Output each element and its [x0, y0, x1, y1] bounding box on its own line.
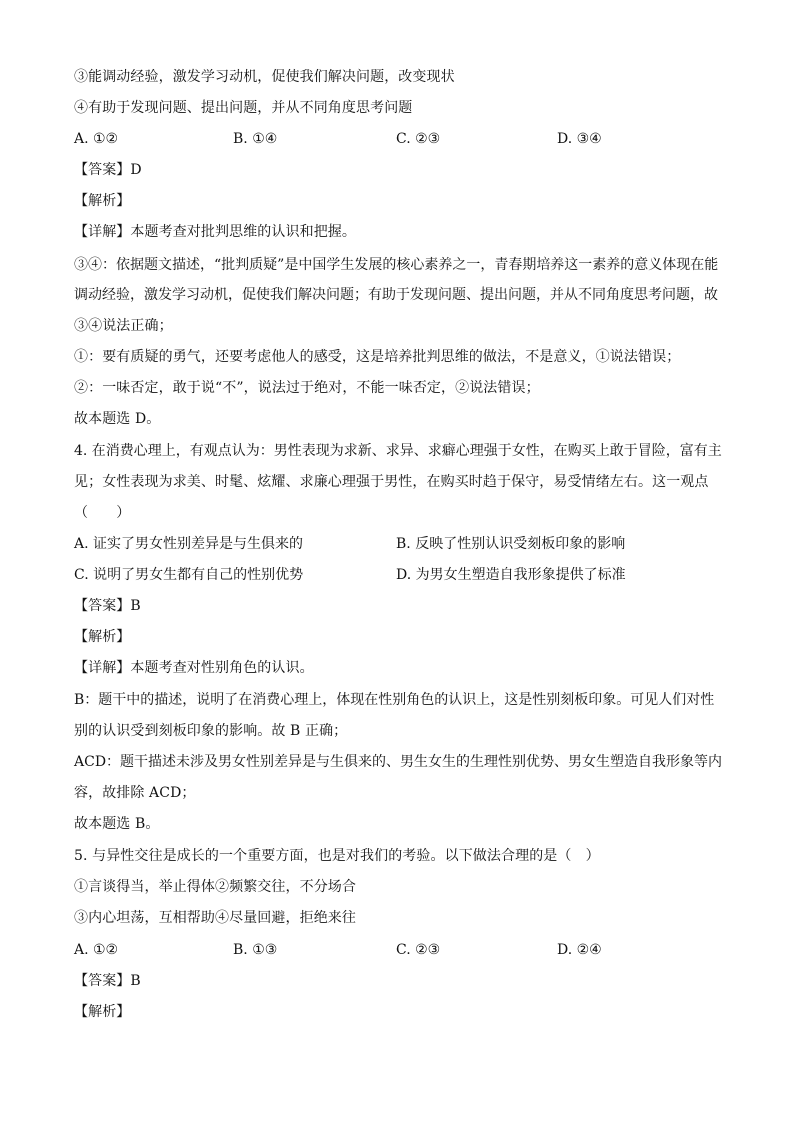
- q4-answer: 【答案】B: [74, 598, 141, 614]
- q3-explanation-line: 调动经验，激发学习动机，促使我们解决问题；有助于发现问题、提出问题，并从不同角度思考问题，故: [74, 287, 718, 303]
- q4-option-d: D. 为男女生塑造自我形象提供了标准: [396, 567, 626, 583]
- q5-analysis-label: 【解析】: [74, 1004, 131, 1020]
- q3-explanation-line: ③④说法正确；: [74, 318, 173, 334]
- q3-explanation-line: ①：要有质疑的勇气，还要考虑他人的感受，这是培养批判思维的做法，不是意义，①说法错误；: [74, 349, 681, 365]
- q3-option-d: D. ③④: [557, 131, 602, 147]
- q4-detail: 【详解】本题考查对性别角色的认识。: [74, 660, 314, 676]
- q4-stem-line: 见；女性表现为求美、时髦、炫耀、求廉心理强于男性，在购买时趋于保守，易受情绪左右。这一观点: [74, 474, 709, 490]
- q3-answer: 【答案】D: [74, 162, 142, 178]
- q5-answer: 【答案】B: [74, 973, 141, 989]
- q4-explanation-line: ACD：题干描述未涉及男女性别差异是与生俱来的、男生女生的生理性别优势、男女生塑造自我形象等内: [74, 754, 723, 770]
- q4-conclusion: 故本题选 B。: [74, 816, 160, 832]
- q3-option-b: B. ①④: [233, 131, 278, 147]
- q4-explanation-line: 容，故排除 ACD；: [74, 785, 196, 801]
- q4-explanation-line: 别的认识受到刻板印象的影响。故 B 正确；: [74, 723, 348, 739]
- q5-option-a: A. ①②: [74, 942, 119, 958]
- q5-option-b: B. ①③: [233, 942, 278, 958]
- q4-stem-blank: （ ）: [74, 505, 131, 521]
- q5-items-line: ①言谈得当，举止得体②频繁交往，不分场合: [74, 879, 356, 895]
- q4-analysis-label: 【解析】: [74, 629, 131, 645]
- q5-stem: 5. 与异性交往是成长的一个重要方面，也是对我们的考验。以下做法合理的是（ ）: [74, 848, 600, 864]
- q3-option-a: A. ①②: [74, 131, 119, 147]
- q5-items-line: ③内心坦荡，互相帮助④尽量回避，拒绝来往: [74, 910, 356, 926]
- q3-explanation-line: ②：一味否定，敢于说“不”，说法过于绝对，不能一味否定，②说法错误；: [74, 380, 540, 396]
- q5-option-c: C. ②③: [396, 942, 441, 958]
- q3-analysis-label: 【解析】: [74, 193, 131, 209]
- q3-option-c: C. ②③: [396, 131, 441, 147]
- q4-option-b: B. 反映了性别认识受刻板印象的影响: [396, 536, 626, 552]
- q3-conclusion: 故本题选 D。: [74, 411, 161, 427]
- q4-stem-line: 4. 在消费心理上，有观点认为：男性表现为求新、求异、求癖心理强于女性，在购买上敢于冒险，富有主: [74, 443, 722, 459]
- q4-option-c: C. 说明了男女生都有自己的性别优势: [74, 567, 304, 583]
- q3-item-4: ④有助于发现问题、提出问题，并从不同角度思考问题: [74, 100, 413, 116]
- q3-item-3: ③能调动经验，激发学习动机，促使我们解决问题，改变现状: [74, 69, 455, 85]
- q3-explanation-line: ③④：依据题文描述，“批判质疑”是中国学生发展的核心素养之一，青春期培养这一素养的意义体现在能: [74, 257, 719, 273]
- q3-detail: 【详解】本题考查对批判思维的认识和把握。: [74, 224, 356, 240]
- q5-option-d: D. ②④: [557, 942, 602, 958]
- q4-option-a: A. 证实了男女性别差异是与生俱来的: [74, 536, 304, 552]
- q4-explanation-line: B：题干中的描述，说明了在消费心理上，体现在性别角色的认识上，这是性别刻板印象。可见人们对性: [74, 692, 715, 708]
